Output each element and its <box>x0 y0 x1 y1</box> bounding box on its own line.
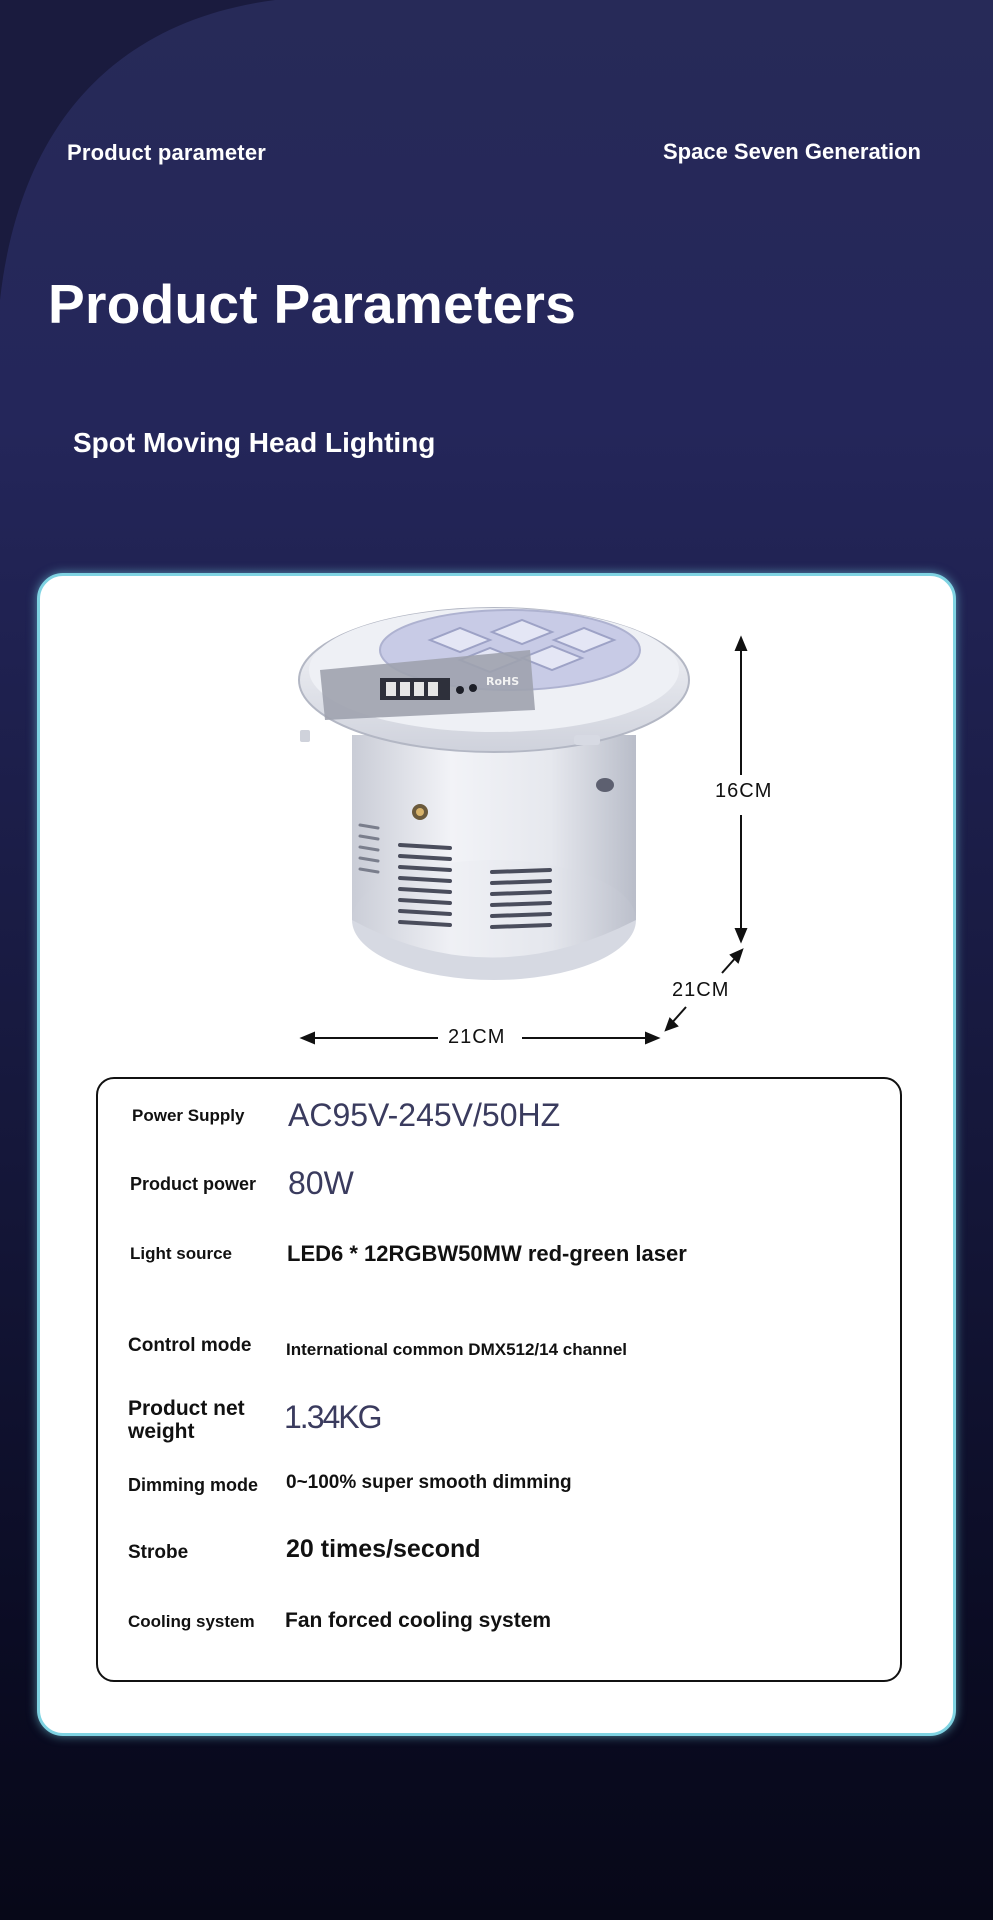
spec-label: Cooling system <box>128 1612 255 1631</box>
height-dimension-label: 16CM <box>709 780 778 803</box>
spec-label: Control mode <box>128 1335 252 1356</box>
page-title: Product Parameters <box>48 273 577 335</box>
width-dimension-label: 21CM <box>442 1026 511 1049</box>
spec-value: 80W <box>288 1165 354 1201</box>
spec-label: Product power <box>130 1174 257 1194</box>
header-left-label: Product parameter <box>67 140 267 165</box>
spec-value: International common DMX512/14 channel <box>286 1340 628 1359</box>
spec-table <box>96 1077 902 1682</box>
spec-value: Fan forced cooling system <box>285 1609 552 1632</box>
spec-label: Light source <box>130 1244 233 1263</box>
spec-value: 0~100% super smooth dimming <box>286 1472 572 1493</box>
spec-label: Product net weight <box>128 1397 245 1444</box>
spec-label: Dimming mode <box>128 1475 259 1495</box>
svg-text:RoHS: RoHS <box>486 675 520 688</box>
depth-dimension-label: 21CM <box>666 979 735 1002</box>
spec-label: Power Supply <box>132 1106 245 1125</box>
spec-value: AC95V-245V/50HZ <box>288 1097 561 1133</box>
page-subtitle: Spot Moving Head Lighting <box>73 427 436 458</box>
spec-value: 1.34KG <box>284 1399 381 1435</box>
spec-label: Strobe <box>128 1542 189 1563</box>
header-right-label: Space Seven Generation <box>663 139 921 164</box>
spec-value: LED6 * 12RGBW50MW red-green laser <box>287 1241 687 1266</box>
spec-value: 20 times/second <box>286 1535 481 1563</box>
